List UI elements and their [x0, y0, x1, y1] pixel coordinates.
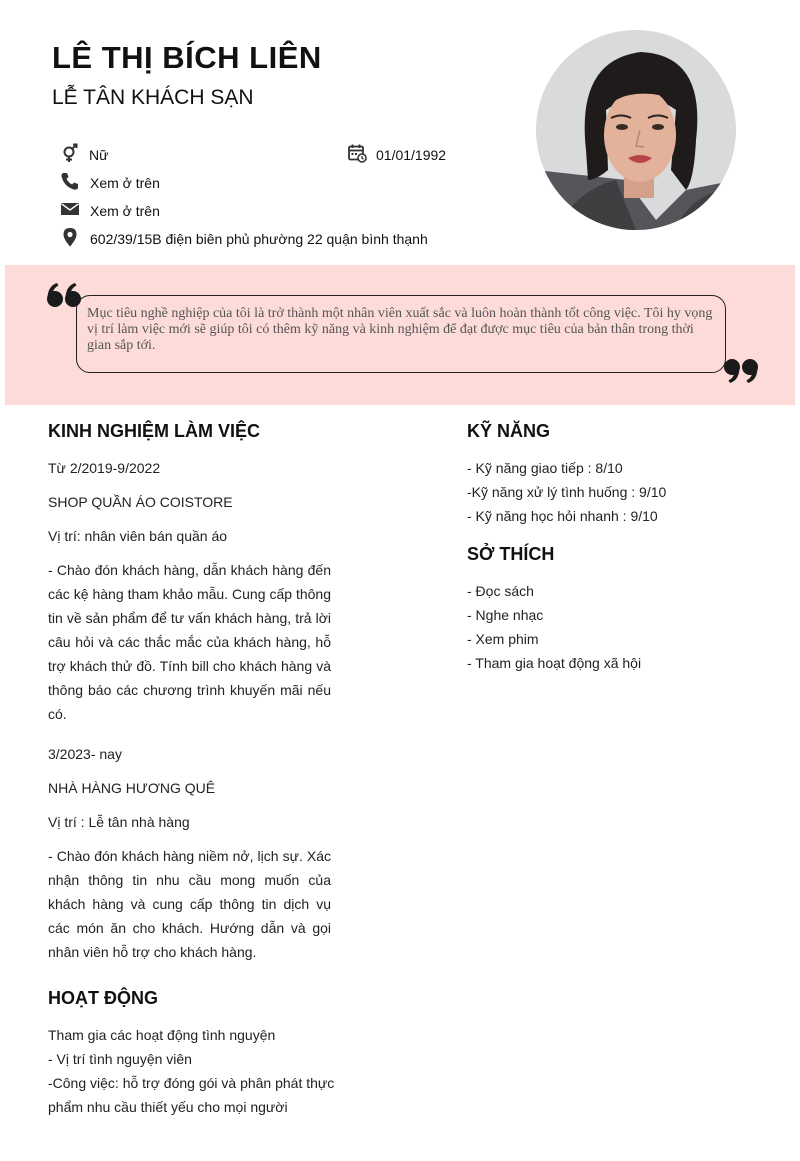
- job-position: Vị trí: nhân viên bán quần áo: [48, 528, 228, 544]
- job-description: - Chào đón khách hàng, dẫn khách hàng đến các kệ hàng tham khảo mẫu. Cung cấp thông tin về sản phẩm để tư vấn khách hàng, trả lời câu hỏi và các thắc mắc của khách hàng, hỗ trợ khách thử đồ. Tính bill cho khách hàng và thông báo các chương trình khuyến mãi nếu có.: [48, 562, 331, 722]
- envelope-icon: [60, 199, 80, 219]
- job-period: 3/2023- nay: [48, 746, 122, 762]
- gender-text: Nữ: [89, 147, 109, 163]
- phone-icon: [60, 171, 80, 191]
- skill-item: - Kỹ năng giao tiếp : 8/10: [467, 460, 623, 476]
- hobbies-heading: SỞ THÍCH: [467, 544, 555, 564]
- job-description: - Chào đón khách hàng niềm nở, lịch sự. Xác nhận thông tin nhu cầu mong muốn của khách hàng và cung cấp thông tin dịch vụ các món ăn cho khách. Hướng dẫn và gọi nhân viên hỗ trợ cho khách hàng.: [48, 848, 331, 960]
- candidate-name: LÊ THỊ BÍCH LIÊN: [52, 40, 322, 75]
- calendar-icon: [347, 143, 367, 163]
- hobby-item: - Đọc sách: [467, 583, 534, 599]
- job-position: Vị trí : Lễ tân nhà hàng: [48, 814, 190, 830]
- open-quote-icon: [46, 282, 82, 313]
- experience-heading: KINH NGHIỆM LÀM VIỆC: [48, 421, 261, 441]
- gender-icon: [60, 143, 80, 163]
- phone-text: Xem ở trên: [90, 175, 160, 191]
- job-company: SHOP QUẦN ÁO COISTORE: [48, 494, 233, 510]
- email-text: Xem ở trên: [90, 203, 160, 219]
- skill-item: -Kỹ năng xử lý tình huống : 9/10: [467, 484, 667, 500]
- close-quote-icon: [723, 358, 759, 389]
- activity-line: - Vị trí tình nguyện viên: [48, 1051, 192, 1067]
- profile-photo: [536, 30, 736, 230]
- job-title: LỄ TÂN KHÁCH SẠN: [52, 86, 254, 109]
- address-text: 602/39/15B điện biên phủ phường 22 quận bình thạnh: [90, 231, 428, 247]
- activity-line: phẩm nhu cầu thiết yếu cho mọi người: [48, 1099, 288, 1115]
- job-company: NHÀ HÀNG HƯƠNG QUÊ: [48, 780, 216, 796]
- hobby-item: - Tham gia hoạt động xã hội: [467, 655, 642, 671]
- hobby-item: - Nghe nhạc: [467, 607, 544, 623]
- hobby-item: - Xem phim: [467, 631, 539, 647]
- skills-heading: KỸ NĂNG: [467, 421, 551, 441]
- location-pin-icon: [60, 227, 80, 247]
- birthdate-text: 01/01/1992: [376, 147, 447, 163]
- activity-line: -Công việc: hỗ trợ đóng gói và phân phát thực: [48, 1075, 335, 1091]
- activities-heading: HOẠT ĐỘNG: [48, 988, 158, 1008]
- skill-item: - Kỹ năng học hỏi nhanh : 9/10: [467, 508, 658, 524]
- activity-line: Tham gia các hoạt động tình nguyện: [48, 1027, 276, 1043]
- job-period: Từ 2/2019-9/2022: [48, 460, 161, 476]
- objective-text: Mục tiêu nghề nghiệp của tôi là trở thành một nhân viên xuất sắc và luôn hoàn thành tốt công việc. Tôi hy vọng vị trí làm việc mới sẽ giúp tôi có thêm kỹ năng và kinh nghiệm để đạt được mục tiêu của bản thân trong thời gian sắp tới.: [87, 306, 713, 353]
